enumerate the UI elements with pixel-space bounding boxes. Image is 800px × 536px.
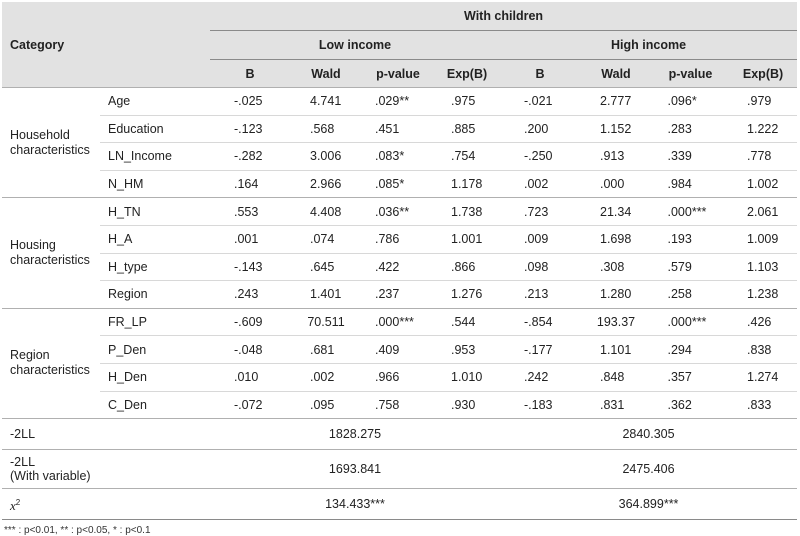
cell-wald-high <box>580 253 652 281</box>
cell-wald-high <box>580 308 652 336</box>
fit-ll-var-label <box>2 450 210 489</box>
col-header-b-high: B <box>500 60 580 88</box>
cell-value: -.282 <box>234 149 263 164</box>
footnote: *** : p<0.01, ** : p<0.05, * : p<0.1 <box>4 525 151 536</box>
low-income-header: Low income <box>210 31 500 60</box>
cell-wald-low <box>290 253 362 281</box>
fit-chi-high: 364.899*** <box>500 489 797 520</box>
col-header-wald-low: Wald <box>290 60 362 88</box>
cell-value: 1.178 <box>451 177 483 192</box>
cell-expb-low <box>434 281 500 309</box>
variable-label: Region <box>100 281 210 309</box>
cell-value: -.021 <box>524 94 553 109</box>
variable-label: P_Den <box>100 336 210 364</box>
cell-value: 70.511 <box>307 315 345 330</box>
cell-b-high <box>500 198 580 226</box>
cell-expb-low <box>434 225 500 253</box>
cell-value: .848 <box>600 370 625 385</box>
cell-wald-low <box>290 391 362 419</box>
cell-wald-low <box>290 363 362 391</box>
cell-value: -.025 <box>234 94 263 109</box>
fit-chi-low: 134.433*** <box>210 489 500 520</box>
cell-value: .984 <box>667 177 692 192</box>
cell-value: .010 <box>234 370 259 385</box>
cell-pvalue-high <box>652 225 729 253</box>
cell-value: .237 <box>375 287 400 302</box>
cell-wald-high <box>580 363 652 391</box>
cell-pvalue-low <box>362 363 434 391</box>
cell-value: .838 <box>747 342 772 357</box>
cell-value: .645 <box>310 259 335 274</box>
fit-chi-label <box>2 489 210 520</box>
cell-b-high <box>500 308 580 336</box>
cell-b-high <box>500 225 580 253</box>
cell-pvalue-low <box>362 253 434 281</box>
cell-pvalue-high <box>652 253 729 281</box>
cell-expb-high <box>729 143 797 171</box>
cell-expb-high <box>729 363 797 391</box>
cell-pvalue-low <box>362 281 434 309</box>
table-row <box>2 198 797 226</box>
cell-value: .979 <box>747 94 772 109</box>
cell-pvalue-low <box>362 391 434 419</box>
regression-table <box>2 2 797 520</box>
cell-wald-high <box>580 281 652 309</box>
cell-expb-high <box>729 170 797 198</box>
model-fit-section <box>2 419 797 520</box>
cell-value: .357 <box>667 370 692 385</box>
cell-wald-low <box>290 336 362 364</box>
with-children-header: With children <box>210 2 797 31</box>
cell-wald-high <box>580 143 652 171</box>
cell-value: .362 <box>667 397 692 412</box>
cell-expb-high <box>729 225 797 253</box>
col-header-wald-high: Wald <box>580 60 652 88</box>
cell-value: -.854 <box>524 315 553 330</box>
cell-value: .553 <box>234 204 259 219</box>
cell-value: -.048 <box>234 342 263 357</box>
cell-pvalue-low <box>362 336 434 364</box>
cell-value: .258 <box>667 287 692 302</box>
chi-superscript: 2 <box>15 497 21 507</box>
cell-value: .243 <box>234 287 259 302</box>
cell-value: .000*** <box>667 204 707 219</box>
cell-value: .000*** <box>667 315 707 330</box>
chi-symbol: x <box>10 497 16 513</box>
fit-ll-var-label-line2: (With variable) <box>10 469 91 484</box>
cell-value: .213 <box>524 287 549 302</box>
fit-ll-low: 1828.275 <box>210 419 500 450</box>
cell-b-low <box>210 225 290 253</box>
cell-expb-low <box>434 336 500 364</box>
table-row <box>2 308 797 336</box>
variable-label: H_Den <box>100 363 210 391</box>
cell-value: 2.061 <box>747 204 779 219</box>
cell-expb-high <box>729 308 797 336</box>
col-header-b-low: B <box>210 60 290 88</box>
cell-value: .885 <box>451 121 476 136</box>
cell-value: .242 <box>524 370 549 385</box>
cell-value: .193 <box>667 232 692 247</box>
cell-pvalue-high <box>652 281 729 309</box>
group-label: Region characteristics <box>2 308 100 418</box>
cell-pvalue-high <box>652 198 729 226</box>
cell-wald-low <box>290 170 362 198</box>
cell-value: .681 <box>310 342 335 357</box>
cell-pvalue-high <box>652 336 729 364</box>
table-row <box>2 391 797 419</box>
col-header-expb-high: Exp(B) <box>729 60 797 88</box>
cell-value: .778 <box>747 149 772 164</box>
cell-pvalue-low <box>362 308 434 336</box>
cell-b-low <box>210 143 290 171</box>
cell-b-high <box>500 143 580 171</box>
cell-value: 1.698 <box>600 232 632 247</box>
cell-b-low <box>210 170 290 198</box>
variable-label: LN_Income <box>100 143 210 171</box>
cell-value: -.609 <box>234 315 263 330</box>
cell-value: .975 <box>451 94 476 109</box>
cell-b-low <box>210 308 290 336</box>
cell-pvalue-low <box>362 198 434 226</box>
cell-value: .002 <box>310 370 335 385</box>
cell-expb-low <box>434 198 500 226</box>
variable-label: H_TN <box>100 198 210 226</box>
table-row <box>2 143 797 171</box>
cell-value: .409 <box>375 342 400 357</box>
cell-value: .913 <box>600 149 625 164</box>
cell-expb-high <box>729 115 797 143</box>
cell-value: 1.274 <box>747 370 779 385</box>
cell-value: .002 <box>524 177 549 192</box>
cell-wald-high <box>580 225 652 253</box>
cell-value: -.250 <box>524 149 553 164</box>
cell-expb-low <box>434 308 500 336</box>
cell-value: .294 <box>667 342 692 357</box>
cell-wald-low <box>290 143 362 171</box>
cell-value: 193.37 <box>596 315 636 330</box>
cell-b-high <box>500 391 580 419</box>
cell-value: 1.238 <box>747 287 779 302</box>
cell-value: .001 <box>234 232 259 247</box>
cell-value: .866 <box>451 259 476 274</box>
cell-value: 1.010 <box>451 370 483 385</box>
cell-value: .833 <box>747 397 772 412</box>
fit-ll-label: -2LL <box>2 419 210 450</box>
cell-expb-low <box>434 88 500 116</box>
cell-expb-low <box>434 170 500 198</box>
variable-label: H_type <box>100 253 210 281</box>
cell-value: .029** <box>375 94 410 109</box>
table-row <box>2 253 797 281</box>
cell-value: 1.222 <box>747 121 779 136</box>
cell-value: .831 <box>600 397 625 412</box>
cell-value: 1.401 <box>310 287 342 302</box>
variable-label: Education <box>100 115 210 143</box>
cell-b-low <box>210 88 290 116</box>
group-label: Household characteristics <box>2 88 100 198</box>
cell-b-low <box>210 281 290 309</box>
cell-value: .074 <box>310 232 335 247</box>
cell-b-high <box>500 170 580 198</box>
cell-pvalue-high <box>652 308 729 336</box>
cell-b-low <box>210 253 290 281</box>
cell-expb-high <box>729 198 797 226</box>
cell-pvalue-high <box>652 143 729 171</box>
cell-pvalue-low <box>362 170 434 198</box>
cell-value: 3.006 <box>310 149 342 164</box>
cell-value: .036** <box>375 204 410 219</box>
variable-label: FR_LP <box>100 308 210 336</box>
cell-pvalue-high <box>652 170 729 198</box>
table-row <box>2 225 797 253</box>
cell-value: 1.101 <box>600 342 632 357</box>
cell-pvalue-low <box>362 88 434 116</box>
cell-value: .098 <box>524 259 549 274</box>
table-row <box>2 363 797 391</box>
cell-value: .200 <box>524 121 549 136</box>
cell-value: 1.103 <box>747 259 779 274</box>
fit-ll-var-low: 1693.841 <box>210 450 500 489</box>
table-row <box>2 115 797 143</box>
cell-wald-low <box>290 115 362 143</box>
cell-b-high <box>500 88 580 116</box>
cell-wald-high <box>580 391 652 419</box>
cell-expb-low <box>434 391 500 419</box>
cell-value: .758 <box>375 397 400 412</box>
cell-pvalue-low <box>362 225 434 253</box>
cell-wald-low <box>290 281 362 309</box>
cell-expb-low <box>434 253 500 281</box>
cell-b-low <box>210 336 290 364</box>
fit-ll-var-high: 2475.406 <box>500 450 797 489</box>
cell-value: .966 <box>375 370 400 385</box>
fit-ll-high: 2840.305 <box>500 419 797 450</box>
cell-b-low <box>210 115 290 143</box>
cell-value: .426 <box>747 315 772 330</box>
cell-b-low <box>210 198 290 226</box>
cell-b-high <box>500 281 580 309</box>
cell-expb-low <box>434 115 500 143</box>
cell-pvalue-low <box>362 115 434 143</box>
cell-value: .095 <box>310 397 335 412</box>
cell-wald-high <box>580 170 652 198</box>
cell-pvalue-high <box>652 391 729 419</box>
cell-value: -.123 <box>234 121 263 136</box>
cell-value: .164 <box>234 177 259 192</box>
cell-wald-low <box>290 225 362 253</box>
cell-pvalue-low <box>362 143 434 171</box>
cell-wald-high <box>580 336 652 364</box>
table-body <box>2 88 797 419</box>
cell-value: .451 <box>375 121 400 136</box>
cell-expb-high <box>729 253 797 281</box>
cell-value: .544 <box>451 315 476 330</box>
cell-value: 1.001 <box>451 232 483 247</box>
cell-value: .000 <box>600 177 625 192</box>
cell-value: -.072 <box>234 397 263 412</box>
cell-value: .096* <box>667 94 697 109</box>
cell-value: 1.152 <box>600 121 632 136</box>
cell-value: .930 <box>451 397 476 412</box>
cell-value: 1.280 <box>600 287 632 302</box>
table-row <box>2 281 797 309</box>
cell-expb-high <box>729 281 797 309</box>
cell-value: .000*** <box>375 315 414 330</box>
col-header-pvalue-high: p-value <box>652 60 729 88</box>
cell-expb-low <box>434 363 500 391</box>
cell-value: 2.777 <box>600 94 632 109</box>
fit-ll-var-label-line1: -2LL <box>10 455 36 470</box>
cell-pvalue-high <box>652 88 729 116</box>
cell-wald-high <box>580 198 652 226</box>
cell-value: 4.741 <box>310 94 342 109</box>
cell-b-high <box>500 253 580 281</box>
cell-wald-high <box>580 88 652 116</box>
cell-value: 1.738 <box>451 204 483 219</box>
cell-value: .579 <box>667 259 692 274</box>
cell-value: .754 <box>451 149 476 164</box>
high-income-header: High income <box>500 31 797 60</box>
cell-value: 1.009 <box>747 232 779 247</box>
cell-b-high <box>500 363 580 391</box>
cell-b-low <box>210 391 290 419</box>
cell-value: .283 <box>667 121 692 136</box>
table-row <box>2 170 797 198</box>
cell-value: .339 <box>667 149 692 164</box>
cell-expb-high <box>729 391 797 419</box>
category-header: Category <box>2 2 210 88</box>
cell-value: .308 <box>600 259 625 274</box>
variable-label: H_A <box>100 225 210 253</box>
cell-value: 4.408 <box>310 204 342 219</box>
cell-value: 21.34 <box>600 204 632 219</box>
cell-value: .085* <box>375 177 405 192</box>
cell-pvalue-high <box>652 363 729 391</box>
cell-expb-high <box>729 88 797 116</box>
cell-b-high <box>500 115 580 143</box>
cell-value: .953 <box>451 342 476 357</box>
cell-value: 2.966 <box>310 177 342 192</box>
cell-wald-low <box>290 88 362 116</box>
cell-wald-low <box>290 198 362 226</box>
table-row <box>2 336 797 364</box>
cell-pvalue-high <box>652 115 729 143</box>
cell-value: -.183 <box>524 397 553 412</box>
cell-value: -.177 <box>524 342 553 357</box>
cell-b-high <box>500 336 580 364</box>
cell-value: .568 <box>310 121 335 136</box>
col-header-expb-low: Exp(B) <box>434 60 500 88</box>
cell-wald-high <box>580 115 652 143</box>
variable-label: C_Den <box>100 391 210 419</box>
cell-b-low <box>210 363 290 391</box>
variable-label: N_HM <box>100 170 210 198</box>
cell-expb-low <box>434 143 500 171</box>
cell-value: .009 <box>524 232 549 247</box>
cell-value: .786 <box>375 232 400 247</box>
table-row <box>2 88 797 116</box>
cell-value: 1.002 <box>747 177 779 192</box>
variable-label: Age <box>100 88 210 116</box>
cell-value: .083* <box>375 149 405 164</box>
cell-value: .723 <box>524 204 549 219</box>
cell-value: -.143 <box>234 259 263 274</box>
cell-value: .422 <box>375 259 400 274</box>
cell-expb-high <box>729 336 797 364</box>
col-header-pvalue-low: p-value <box>362 60 434 88</box>
cell-wald-low <box>290 308 362 336</box>
group-label: Housing characteristics <box>2 198 100 308</box>
cell-value: 1.276 <box>451 287 483 302</box>
